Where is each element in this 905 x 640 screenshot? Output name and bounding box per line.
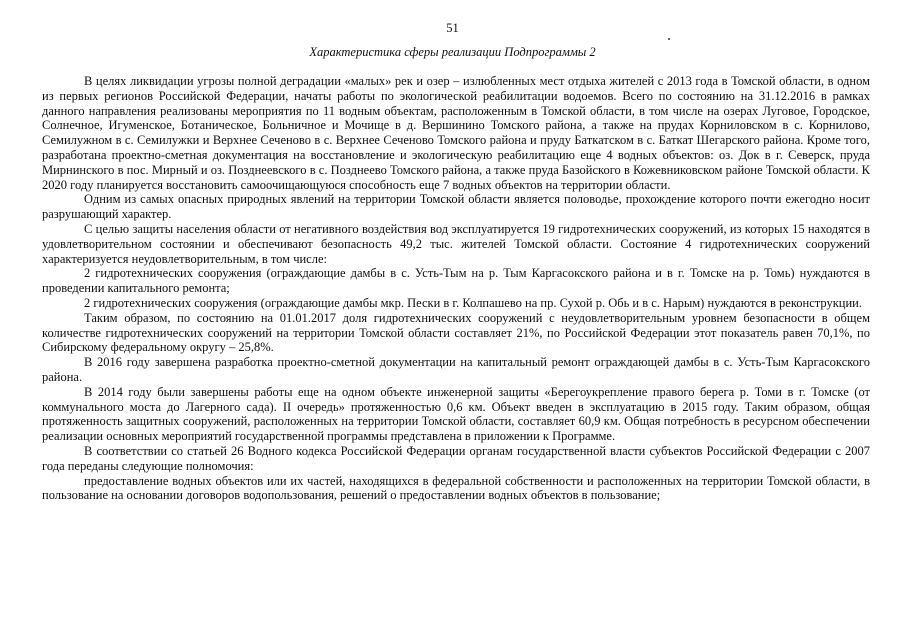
paragraph-powers-item: предоставление водных объектов или их частей, находящихся в федеральной собственности и расположенных на территории Томской области, в пользование на основании договоров водопользования, решений о предоставлении водных объектов в пользование;	[42, 473, 870, 503]
section-heading: Характеристика сферы реализации Подпрограммы 2	[309, 45, 596, 59]
page-number: 51	[446, 21, 459, 35]
scan-speck	[668, 38, 670, 40]
paragraph-2016-design: В 2016 году завершена разработка проектно-сметной документации на капитальный ремонт ограждающей дамбы в с. Усть-Тым Каргасокского района.	[42, 355, 870, 384]
body-text	[42, 74, 870, 503]
paragraph-hydro-structures: С целью защиты населения области от негативного воздействия вод эксплуатируется 19 гидротехнических сооружений, из которых 15 находятся в удовлетворительном состоянии и обеспечивают безопасность 49,2 тыс. жителей Томской области. Состояние 4 гидротехнических сооружений характеризуется неудовлетворительным, в том числе:	[42, 221, 870, 266]
paragraph-water-code: В соответствии со статьей 26 Водного кодекса Российской Федерации органам государственной власти субъектов Российской Федерации с 2007 года переданы следующие полномочия:	[42, 443, 870, 473]
paragraph-safety-share: Таким образом, по состоянию на 01.01.2017 доля гидротехнических сооружений с неудовлетворительным уровнем безопасности в общем количестве гидротехнических сооружений на территории Томской области составляет 21%, по Российской Федерации этот показатель равен 70,1%, по Сибирскому федеральному округу – 25,8%.	[42, 310, 870, 355]
paragraph-2014-works: В 2014 году были завершены работы еще на одном объекте инженерной защиты «Берегоукрепление правого берега р. Томи в г. Томске (от коммунального моста до Лагерного сада). II очередь» протяженностью 0,6 км. Объект введен в эксплуатацию в 2015 году. Таким образом, общая протяженность защитных сооружений, расположенных на территории Томской области, составляет 60,9 км. Общая потребность в ресурсном обеспечении реализации основных мероприятий государственной программы представлена в приложении к Программе.	[42, 384, 870, 444]
paragraph-capital-repair: 2 гидротехнических сооружения (ограждающие дамбы в с. Усть-Тым на р. Тым Каргасокского района и в г. Томске на р. Томь) нуждаются в проведении капитального ремонта;	[42, 266, 870, 296]
paragraph-reconstruction: 2 гидротехнических сооружения (ограждающие дамбы мкр. Пески в г. Колпашево на пр. Сухой р. Обь и в с. Нарым) нуждаются в реконструкции.	[84, 295, 862, 310]
paragraph-restoration: В целях ликвидации угрозы полной деградации «малых» рек и озер – излюбленных мест отдыха жителей с 2013 года в Томской области, в одном из первых регионов Российской Федерации, начаты работы по экологической реабилитации водоемов. Всего по состоянию на 31.12.2016 в рамках данного направления реализованы мероприятия по 11 водным объектам, расположенным в Томской области, в том числе на озерах Луговое, Городское, Солнечное, Игуменское, Ботаническое, Больничное и Мочище в д. Вершинино Томского района, а также на прудах Корниловском в с. Корнилово, Семилужном в с. Семилужки и Верхнее Сеченово в с. Верхнее Сеченово Томского района и пруду Баткатском в с. Баткат Шегарского района. Кроме того, разработана проектно-сметная документация на восстановление и экологическую реабилитацию еще 4 водных объектов: оз. Док в г. Северск, пруда Мирнинского в пос. Мирный и оз. Позднеевского в с. Позднеево Томского района, а также пруда Базойского в Кожевниковском районе Томской области. К 2020 году планируется восстановить самоочищающуюся способность еще 7 водных объектов на территории области.	[42, 74, 870, 192]
paragraph-flood: Одним из самых опасных природных явлений на территории Томской области является половодье, прохождение которого почти ежегодно носит разрушающий характер.	[42, 192, 870, 222]
